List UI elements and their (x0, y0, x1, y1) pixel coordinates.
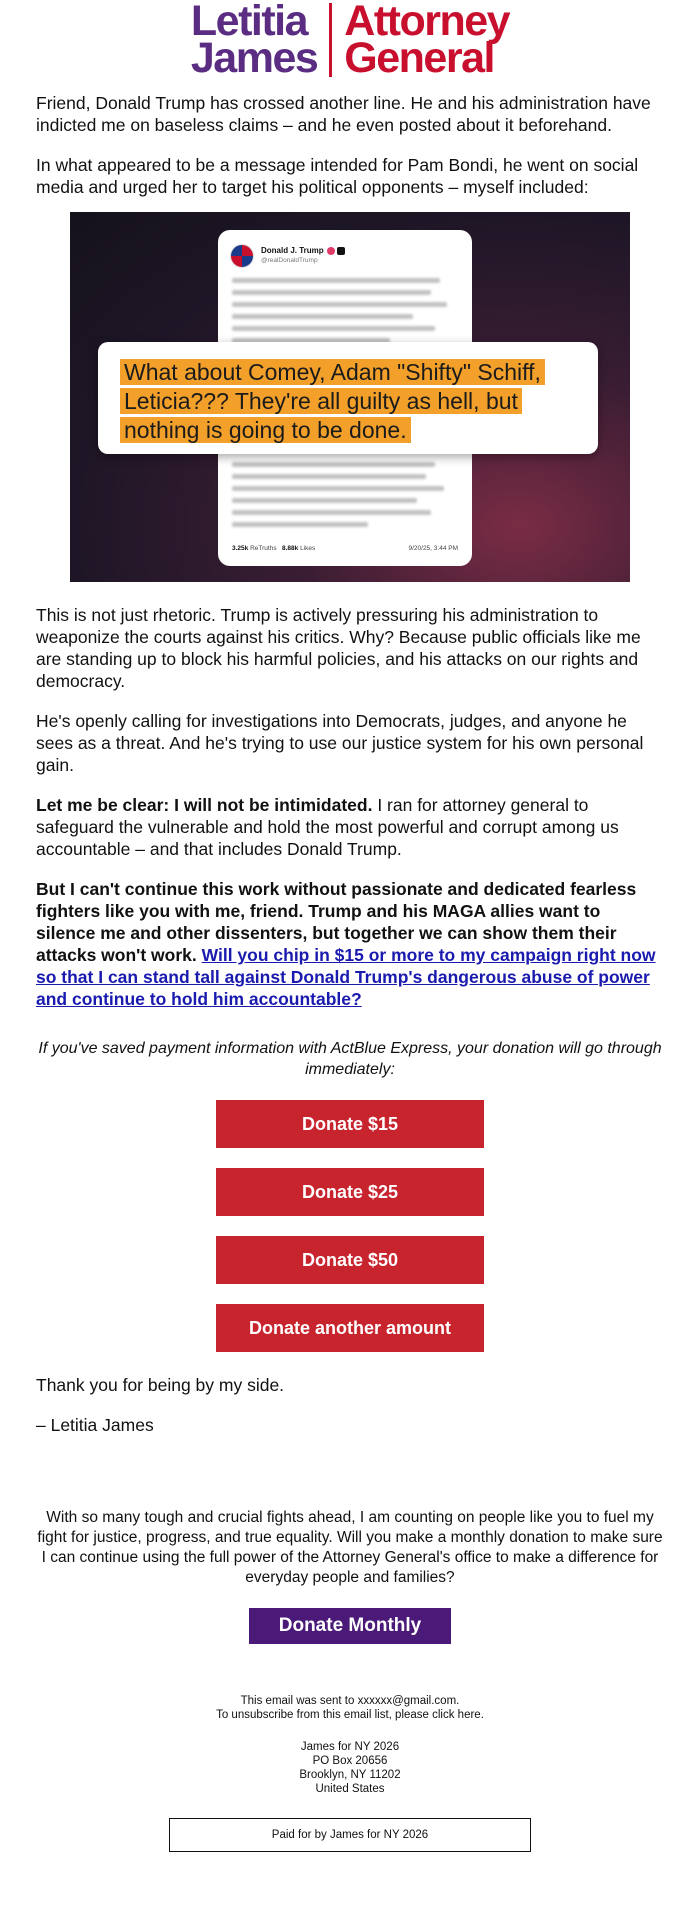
likes-label: Likes (300, 545, 316, 552)
email-body (0, 78, 700, 1436)
ask-bold-text: But I can't continue this work without passionate and dedicated fearless fighters like you with me, friend. Trump and his MAGA allies want to silence me and other dissenters, but together we can show them their attacks won't work. (36, 879, 637, 965)
campaign-logo (0, 0, 700, 82)
tweet-author-handle: @realDonaldTrump (261, 257, 318, 264)
body-paragraph-rhetoric: This is not just rhetoric. Trump is actively pressuring his administration to weaponize the courts against his critics. Why? Because public officials like me are standing up to block his harmful policies, and his attacks on our rights and democracy. (36, 605, 641, 691)
donate-ask-link[interactable]: Will you chip in $15 or more to my campaign right now so that I can stand tall against Donald Trump's dangerous abuse of power and continue to hold him accountable? (36, 945, 656, 1009)
verified-badge-icon (327, 247, 335, 255)
retruths-label: ReTruths (250, 545, 277, 552)
donate-buttons (36, 1100, 664, 1372)
author-name-text: Donald J. Trump (261, 246, 324, 255)
body-paragraph-investigations: He's openly calling for investigations into Democrats, judges, and anyone he sees as a threat. And he's trying to use our justice system for his own personal gain. (36, 711, 644, 775)
mailing-address (0, 1740, 700, 1796)
address-line: James for NY 2026 (300, 1741, 400, 1753)
logo-title-text: Attorney General (344, 0, 510, 82)
logo-divider (329, 3, 332, 77)
donate-15-button[interactable]: Donate $15 (216, 1100, 484, 1148)
retruths-count: 3.25k (232, 545, 249, 552)
address-line: PO Box 20656 (312, 1755, 388, 1767)
address-line: United States (315, 1783, 385, 1795)
tweet-quote-callout (98, 342, 598, 454)
body-paragraph-ask (36, 878, 664, 1010)
blurred-tweet-text-bottom (218, 452, 472, 534)
donate-25-button[interactable]: Donate $25 (216, 1168, 484, 1216)
sent-to-text: This email was sent to xxxxxx@gmail.com. (240, 1695, 460, 1707)
monthly-donation-section (0, 1508, 700, 1644)
intro-paragraph-1: Friend, Donald Trump has crossed another line. He and his administration have indicted me on baseless claims – and he even posted about it beforehand. (36, 93, 651, 135)
address-line: Brooklyn, NY 11202 (299, 1769, 401, 1781)
bold-statement: Let me be clear: I will not be intimidated. (36, 795, 373, 815)
quote-wrapper (120, 358, 576, 445)
thanks-text: Thank you for being by my side. (36, 1375, 285, 1395)
blurred-tweet-text-top (218, 268, 472, 343)
body-paragraph-intimidated (36, 794, 664, 860)
body-text: I ran for attorney general to safeguard the vulnerable and hold the most powerful and corrupt among us accountable – and that includes Donald Trump. (36, 795, 619, 859)
tweet-timestamp: 9/20/25, 3:44 PM (408, 545, 458, 552)
tweet-header (218, 230, 472, 268)
tweet-quote-text: What about Comey, Adam "Shifty" Schiff, Leticia??? They're all guilty as hell, but nothing is going to be done. (120, 359, 545, 443)
tweet-author-block (261, 246, 345, 266)
donate-other-amount-button[interactable]: Donate another amount (216, 1304, 484, 1352)
intro-paragraph-2: In what appeared to be a message intended for Pam Bondi, he went on social media and urged her to target his political opponents – myself included: (36, 155, 639, 197)
email-footer (0, 1694, 700, 1852)
actblue-note: If you've saved payment information with ActBlue Express, your donation will go through immediately: (38, 1040, 662, 1078)
donate-50-button[interactable]: Donate $50 (216, 1236, 484, 1284)
likes-count: 8.88k (282, 545, 299, 552)
paid-for-disclaimer: Paid for by James for NY 2026 (169, 1818, 531, 1852)
tweet-stats (232, 545, 458, 552)
tweet-screenshot-image (70, 212, 630, 582)
logo-name-text: Letitia James (190, 0, 318, 82)
tweet-engagement (232, 545, 315, 552)
plus-badge-icon (337, 247, 345, 255)
monthly-appeal-text: With so many tough and crucial fights ahead, I am counting on people like you to fuel my fight for justice, progress, and true equality. Will you make a monthly donation to make sure I can continue using the full power of the Attorney General's office to make a difference for everyday people and families? (37, 1509, 663, 1586)
signature: – Letitia James (36, 1415, 154, 1435)
donate-monthly-button[interactable]: Donate Monthly (249, 1608, 451, 1644)
unsubscribe-link[interactable]: To unsubscribe from this email list, please click here. (216, 1709, 484, 1721)
tweet-author-name (261, 246, 345, 256)
avatar (230, 244, 254, 268)
